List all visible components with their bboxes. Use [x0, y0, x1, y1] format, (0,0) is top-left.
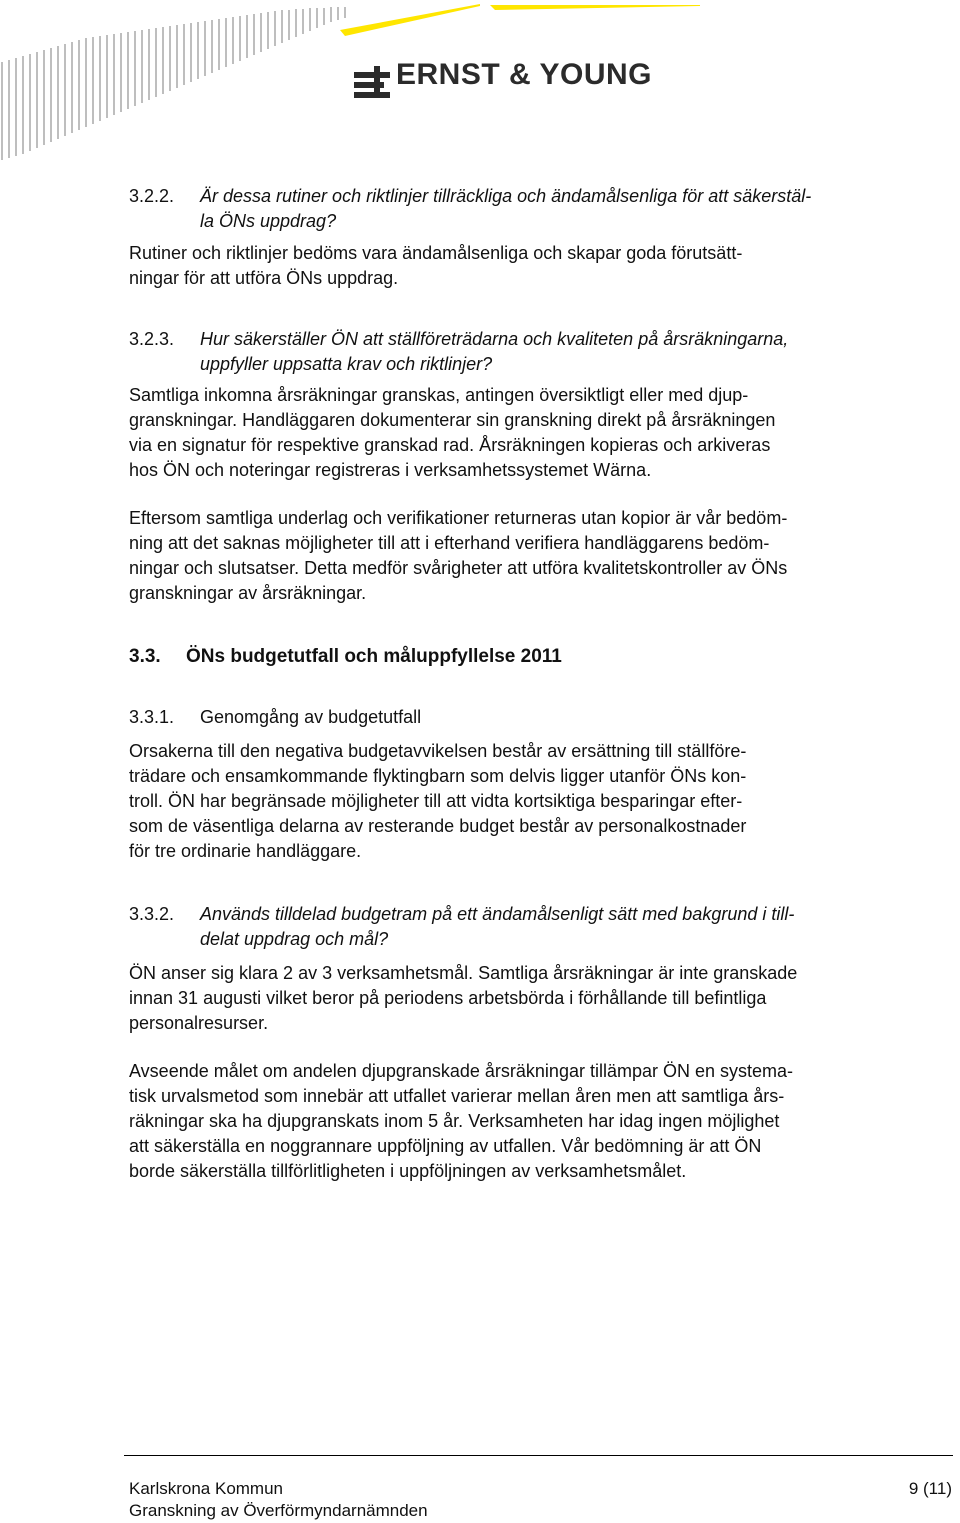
section-title: Är dessa rutiner och riktlinjer tillräckliga och ändamålsenliga för att säkerstäl- la ÖNs uppdrag? [200, 186, 812, 231]
paragraph: ÖN anser sig klara 2 av 3 verksamhetsmål. Samtliga årsräkningar är inte granskade innan 31 augusti vilket beror på periodens arbetsbörda i förhållande till befintliga personalresurser. [129, 963, 798, 1033]
section-number: 3.3. [129, 646, 161, 667]
footer-document-title: Granskning av Överförmyndarnämnden [129, 1501, 428, 1520]
footer-organization: Karlskrona Kommun [129, 1479, 284, 1498]
document-body [129, 184, 919, 1184]
footer-divider [124, 1455, 953, 1456]
section-heading-3-2-3 [129, 327, 919, 377]
section-number: 3.3.2. [129, 904, 175, 924]
section-title: ÖNs budgetutfall och måluppfyllelse 2011 [186, 646, 562, 667]
section-title: Används tilldelad budgetram på ett ändamålsenligt sätt med bakgrund i till- delat uppdrag och mål? [200, 904, 795, 949]
paragraph: Orsakerna till den negativa budgetavvikelsen består av ersättning till ställföre- trädare och ensamkommande flyktingbarn som delvis ligger utanför ÖNs kon- troll. ÖN har begränsade möjligheter till att vidta kortsiktiga besparingar efter- som de väsentliga delarna av resterande budget består av personalkostnader för tre ordinarie handläggare. [129, 741, 747, 861]
footer-left [129, 1478, 428, 1522]
section-number: 3.2.2. [129, 186, 175, 206]
page-number: 9 (11) [908, 1479, 952, 1498]
header-logo-area [0, 0, 700, 170]
paragraph: Avseende målet om andelen djupgranskade årsräkningar tillämpar ÖN en systema- tisk urvalsmetod som innebär att utfallet varierar mellan åren men att samtliga års- räkningar ska ha djupgranskats inom 5 år. Verksamheten har idag ingen möjlighet att säkerställa en noggrannare uppföljning av utfallen. Vår bedömning är att ÖN borde säkerställa tillförlitligheten i uppföljningen av verksamhetsmålet. [129, 1061, 794, 1181]
section-number: 3.2.3. [129, 329, 175, 349]
paragraph: Eftersom samtliga underlag och verifikationer returneras utan kopior är vår bedöm- ning att det saknas möjligheter till att i efterhand verifiera handläggarens bedöm- ningar och slutsatser. Detta medför svårigheter att utföra kvalitetskontroller av ÖNs granskningar av årsräkningar. [129, 508, 788, 603]
company-logo-text: ERNST & YOUNG [396, 58, 652, 91]
section-title: Genomgång av budgetutfall [200, 707, 422, 727]
section-number: 3.3.1. [129, 707, 175, 727]
paragraph: Samtliga inkomna årsräkningar granskas, antingen översiktligt eller med djup- granskningar. Handläggaren dokumenterar sin granskning direkt på årsräkningen via en signatur för respektive granskad rad. Årsräkningen kopieras och arkiveras hos ÖN och noteringar registreras i verksamhetssystemet Wärna. [129, 385, 776, 480]
section-title: Hur säkerställer ÖN att ställföreträdarna och kvaliteten på årsräkningarna, uppfyller uppsatta krav och riktlinjer? [200, 329, 789, 374]
section-heading-3-3-2 [129, 902, 919, 952]
section-heading-3-3 [129, 644, 919, 669]
section-heading-3-2-2 [129, 184, 919, 234]
paragraph: Rutiner och riktlinjer bedöms vara ändamålsenliga och skapar goda förutsätt- ningar för att utföra ÖNs uppdrag. [129, 243, 743, 288]
section-heading-3-3-1 [129, 705, 919, 730]
